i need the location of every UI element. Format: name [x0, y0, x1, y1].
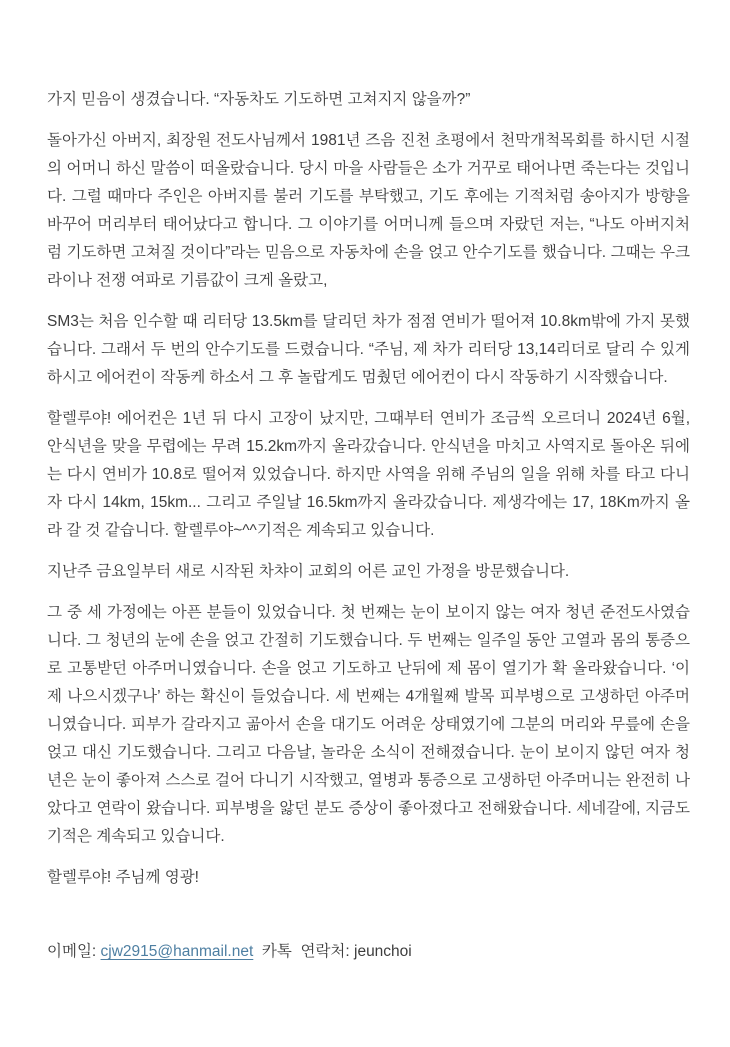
body-paragraph: SM3는 처음 인수할 때 리터당 13.5km를 달리던 차가 점점 연비가 떨어져 10.8km밖에 가지 못했습니다. 그래서 두 번의 안수기도를 드렸습니다. “주님, 제 차가 리터당 13,14리더로 달리 수 있게 하시고 에어컨이 작동케 하소서 그 후 놀랍게도 멈췄던 에어컨이 다시 작동하기 시작했습니다.	[47, 313, 690, 386]
contact-line	[47, 938, 690, 966]
email-link[interactable]: cjw2915@hanmail.net	[100, 943, 254, 960]
body-paragraph: 할렐루야! 에어컨은 1년 뒤 다시 고장이 났지만, 그때부터 연비가 조금씩 오르더니 2024년 6월, 안식년을 맞을 무렵에는 무려 15.2km까지 올라갔습니다. 안식년을 마치고 사역지로 돌아온 뒤에는 다시 연비가 10.8로 떨어져 있었습니다. 하지만 사역을 위해 주님의 일을 위해 차를 타고 다니자 다시 14km, 15km... 그리고 주일날 16.5km까지 올라갔습니다. 제생각에는 17, 18Km까지 올라 갈 것 같습니다. 할렐루야~^^기적은 계속되고 있습니다.	[47, 410, 690, 539]
email-label: 이메일:	[47, 943, 101, 960]
body-paragraph: 그 중 세 가정에는 아픈 분들이 있었습니다. 첫 번째는 눈이 보이지 않는 여자 청년 준전도사였습니다. 그 청년의 눈에 손을 얹고 간절히 기도했습니다. 두 번째는 일주일 동안 고열과 몸의 통증으로 고통받던 아주머니였습니다. 손을 얹고 기도하고 난뒤에 제 몸이 열기가 확 올라왔습니다. ‘이제 나으시겠구나’ 하는 확신이 들었습니다. 세 번째는 4개월째 발목 피부병으로 고생하던 아주머니였습니다. 피부가 갈라지고 곪아서 손을 대기도 어려운 상태였기에 그분의 머리와 무릎에 손을 얹고 대신 기도했습니다. 그리고 다음날, 놀라운 소식이 전해졌습니다. 눈이 보이지 않던 여자 청년은 눈이 좋아져 스스로 걸어 다니기 시작했고, 열병과 통증으로 고생하던 아주머니는 완전히 나았다고 연락이 왔습니다. 피부병을 앓던 분도 증상이 좋아졌다고 전해왔습니다. 세네갈에, 지금도 기적은 계속되고 있습니다.	[47, 604, 690, 845]
body-paragraph: 돌아가신 아버지, 최장원 전도사님께서 1981년 즈음 진천 초평에서 천막개척목회를 하시던 시절의 어머니 하신 말씀이 떠올랐습니다. 당시 마을 사람들은 소가 거꾸로 태어나면 죽는다는 것입니다. 그럴 때마다 주인은 아버지를 불러 기도를 부탁했고, 기도 후에는 기적처럼 송아지가 방향을 바꾸어 머리부터 태어났다고 합니다. 그 이야기를 어머니께 들으며 자랐던 저는, “나도 아버지처럼 기도하면 고쳐질 것이다”라는 믿음으로 자동차에 손을 얹고 안수기도를 했습니다. 그때는 우크라이나 전쟁 여파로 기름값이 크게 올랐고,	[47, 132, 690, 289]
body-paragraph: 가지 믿음이 생겼습니다. “자동차도 기도하면 고쳐지지 않을까?”	[47, 91, 471, 108]
document-body	[47, 86, 690, 966]
kakao-contact-text: 카톡 연락처: jeunchoi	[253, 943, 412, 960]
body-paragraph: 지난주 금요일부터 새로 시작된 차챠이 교회의 어른 교인 가정을 방문했습니다.	[47, 563, 570, 580]
body-paragraph-closing: 할렐루야! 주님께 영광!	[47, 869, 199, 886]
